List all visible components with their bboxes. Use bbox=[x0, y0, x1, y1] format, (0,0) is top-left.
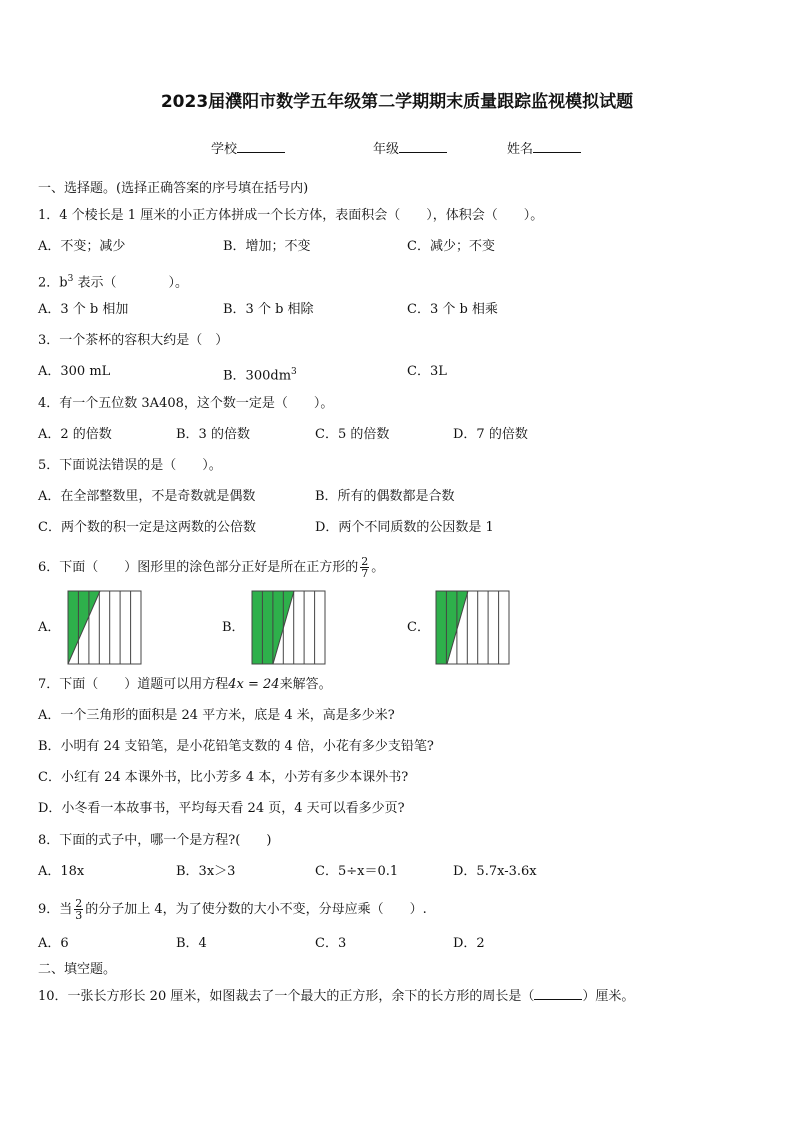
q2-option-b[interactable]: B．3 个 b 相除 bbox=[223, 302, 314, 317]
fraction-2-3: $\frac{2}{3}$ bbox=[75, 897, 83, 922]
question-7: 7．下面（ ）道题可以用方程4x = 24来解答。 bbox=[38, 677, 332, 692]
q5-option-d[interactable]: D．两个不同质数的公因数是 1 bbox=[315, 520, 494, 535]
q7-option-a[interactable]: A．一个三角形的面积是 24 平方米，底是 4 米，高是多少米? bbox=[38, 708, 395, 723]
q5-option-b[interactable]: B．所有的偶数都是合数 bbox=[315, 489, 455, 504]
q2-option-c[interactable]: C．3 个 b 相乘 bbox=[407, 302, 498, 317]
q6-figure-c[interactable] bbox=[435, 590, 510, 665]
q6-figure-b[interactable] bbox=[251, 590, 326, 665]
question-5: 5．下面说法错误的是（ ）。 bbox=[38, 458, 222, 473]
q9-option-b[interactable]: B．4 bbox=[176, 936, 207, 951]
q1-option-c[interactable]: C．减少；不变 bbox=[407, 239, 495, 254]
q6-c-shaded-region bbox=[436, 591, 468, 664]
q8-option-a[interactable]: A．18x bbox=[38, 864, 85, 879]
q6-figure-a[interactable] bbox=[67, 590, 142, 665]
question-6: 6．下面（ ）图形里的涂色部分正好是所在正方形的 $\frac{2}{7}$ 。 bbox=[38, 555, 385, 580]
q5-option-a[interactable]: A．在全部整数里，不是奇数就是偶数 bbox=[38, 489, 256, 504]
grade-label: 年级 bbox=[373, 142, 400, 157]
q9-option-a[interactable]: A．6 bbox=[38, 936, 69, 951]
q4-option-b[interactable]: B．3 的倍数 bbox=[176, 427, 250, 442]
question-2: 2．$b^3$ 表示（ ）。 bbox=[38, 274, 188, 291]
q6-option-c[interactable]: C． bbox=[407, 620, 430, 635]
q7-option-c[interactable]: C．小红有 24 本课外书，比小芳多 4 本，小芳有多少本课外书? bbox=[38, 770, 409, 785]
question-3: 3．一个茶杯的容积大约是（ ） bbox=[38, 333, 229, 348]
q4-option-a[interactable]: A．2 的倍数 bbox=[38, 427, 112, 442]
q2-option-a[interactable]: A．3 个 b 相加 bbox=[38, 302, 129, 317]
q7-option-d[interactable]: D．小冬看一本故事书，平均每天看 24 页，4 天可以看多少页? bbox=[38, 801, 405, 816]
school-label: 学校 bbox=[211, 142, 238, 157]
equation: 4x = 24 bbox=[228, 677, 280, 692]
q9-option-c[interactable]: C．3 bbox=[315, 936, 347, 951]
question-9: 9．当 $\frac{2}{3}$ 的分子加上 4，为了使分数的大小不变，分母应乘（ ）. bbox=[38, 897, 427, 922]
q9-option-d[interactable]: D．2 bbox=[453, 936, 485, 951]
q3-option-a[interactable]: A．300 mL bbox=[38, 364, 111, 379]
section-heading-2: 二、填空题。 bbox=[38, 962, 117, 977]
name-field[interactable] bbox=[507, 140, 581, 159]
q1-option-a[interactable]: A．不变；减少 bbox=[38, 239, 126, 254]
q6-option-b[interactable]: B． bbox=[222, 620, 245, 635]
q4-option-c[interactable]: C．5 的倍数 bbox=[315, 427, 390, 442]
q10-answer-blank[interactable] bbox=[534, 987, 582, 1000]
q1-option-b[interactable]: B．增加；不变 bbox=[223, 239, 311, 254]
page-title: 2023届濮阳市数学五年级第二学期期末质量跟踪监视模拟试题 bbox=[160, 92, 634, 112]
name-label: 姓名 bbox=[507, 142, 534, 157]
q7-option-b[interactable]: B．小明有 24 支铅笔，是小花铅笔支数的 4 倍，小花有多少支铅笔? bbox=[38, 739, 434, 754]
q6-option-a[interactable]: A． bbox=[38, 620, 61, 635]
q4-option-d[interactable]: D．7 的倍数 bbox=[453, 427, 528, 442]
section-heading-1: 一、选择题。(选择正确答案的序号填在括号内) bbox=[38, 181, 309, 196]
q8-option-c[interactable]: C．5÷x＝0.1 bbox=[315, 864, 399, 879]
q5-option-c[interactable]: C．两个数的积一定是这两数的公倍数 bbox=[38, 520, 256, 535]
question-1: 1．4 个棱长是 1 厘米的小正方体拼成一个长方体，表面积会（ ），体积会（ ）。 bbox=[38, 208, 544, 223]
question-4: 4．有一个五位数 3A408，这个数一定是（ ）。 bbox=[38, 396, 334, 411]
school-field[interactable] bbox=[211, 140, 285, 159]
q8-option-b[interactable]: B．3x＞3 bbox=[176, 864, 236, 879]
q8-option-d[interactable]: D．5.7x-3.6x bbox=[453, 864, 537, 879]
q3-option-c[interactable]: C．3L bbox=[407, 364, 447, 379]
grade-field[interactable] bbox=[373, 140, 447, 159]
q3-option-b[interactable]: B．$300dm^3$ bbox=[223, 367, 297, 384]
fraction-2-7: $\frac{2}{7}$ bbox=[361, 555, 369, 580]
question-8: 8．下面的式子中，哪一个是方程?( ) bbox=[38, 833, 272, 848]
question-10: 10．一张长方形长 20 厘米，如图裁去了一个最大的正方形，余下的长方形的周长是（ ）厘米。 bbox=[38, 989, 635, 1004]
